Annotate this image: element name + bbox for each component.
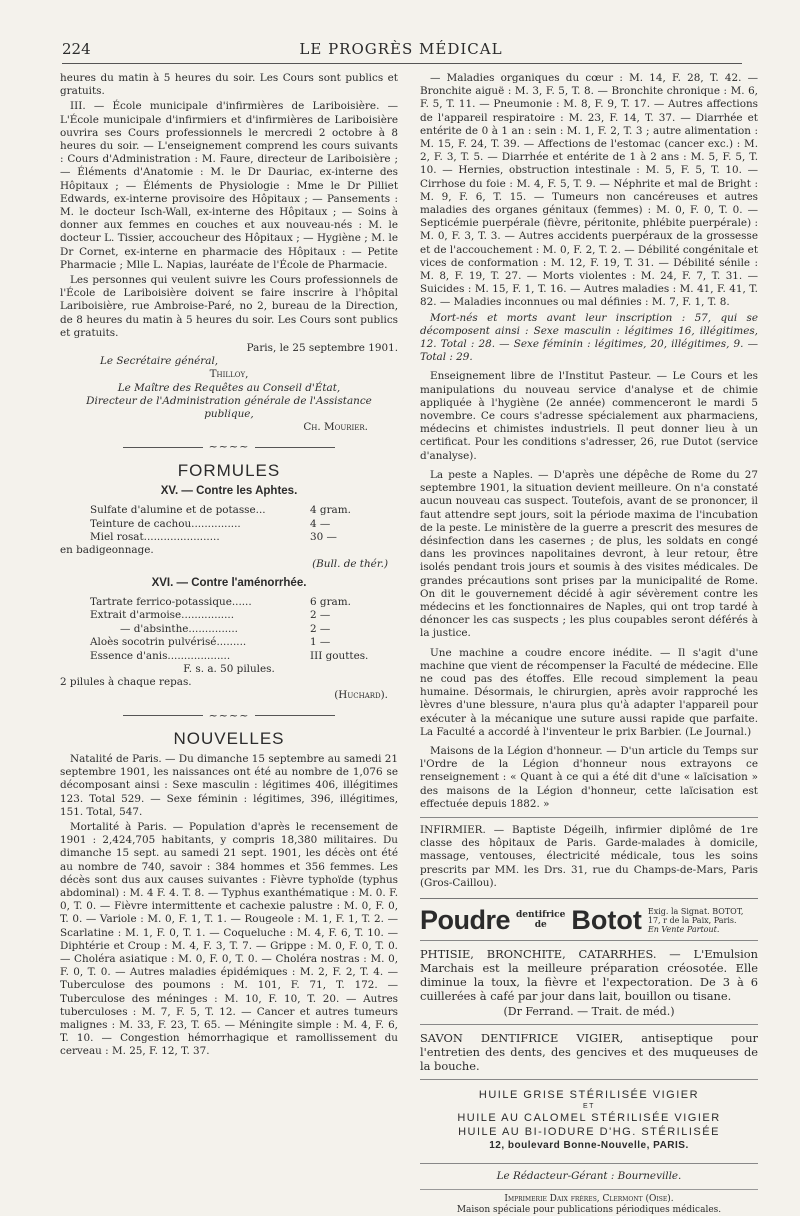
formula-note: en badigeonnage. <box>60 544 154 557</box>
formula-note: F. s. a. 50 pilules. <box>183 662 275 675</box>
ad-vigier <box>420 1079 758 1153</box>
formula-row: Teinture de cachou............... 4 — <box>90 517 331 530</box>
paragraph: heures du matin à 5 heures du soir. Les Cours sont publics et gratuits. <box>60 72 398 98</box>
ad-savon: SAVON DENTIFRICE VIGIER, antiseptique pour l'entretien des dents, des gencives et des muqueuses de la bouche. <box>420 1024 758 1073</box>
ad-phtisie: PHTISIE, BRONCHITE, CATARRHES. — L'Emulsion Marchais est la meilleure préparation créosotée. Elle diminue la toux, la fièvre et l'expectoration. De 3 à 6 cuillerées à café par jour dans lait, bouillon ou tisane. <box>420 940 758 1003</box>
page-number: 224 <box>62 40 91 58</box>
formula-row: Aloès socotrin pulvérisé......... 1 — <box>90 636 331 649</box>
formula-row: Sulfate d'alumine et de potasse... 4 gram. <box>90 504 351 517</box>
paragraph: Une machine a coudre encore inédite. — Il s'agit d'une machine que vient de récompenser la Faculté de médecine. Elle ne coud pas des étoffes. Elle recoud simplement la peau humaine. Désormais, le chirurgien, après avoir rapproché les lèvres d'une blessure, n'aura plus qu'à adapter l'appareil pour exécuter à la mécanique une suture aussi rapide que parfaite. La Faculté a accordé à l'inventeur le prix Barbier. (Le Journal.) <box>420 646 758 738</box>
formula-row: — d'absinthe............... 2 — <box>120 622 331 635</box>
formula-row: Tartrate ferrico-potassique...... 6 gram. <box>90 595 351 608</box>
right-column <box>420 72 758 1216</box>
signature-role: Le Secrétaire général, <box>100 355 219 368</box>
formula-list <box>60 504 398 544</box>
formula-title: XVI. — Contre l'aménorrhée. <box>151 576 307 589</box>
paragraph: — Maladies organiques du cœur : M. 14, F. 28, T. 42. — Bronchite aiguë : M. 3, F. 5, T. 8. — Bronchite chronique : M. 6, F. 5, T. 11. — Pneumonie : M. 8, F. 9, T. 17. — Autres affections de l'appareil respiratoire : M. 23, F. 14, T. 37. — Diarrhée et entérite de 0 à 1 an : sein : M. 1, F. 2, T. 3 ; autre alimentation : M. 15, F. 24, T. 39. — Affections de l'estomac (cancer exc.) : M. 2, F. 3, T. 5. — Diarrhée et entérite de 1 à 2 ans : M. 5, F. 5, T. 10. — Hernies, obstruction intestinale : M. 5, F. 5, T. 10. — Cirrhose du foie : M. 4, F. 5, T. 9. — Néphrite et mal de Bright : M. 9, F. 6, T. 15. — Tumeurs non cancéreuses et autres maladies des organes génitaux (femmes) : M. 0, F. 0, T. 0. — Septicémie puerpérale (fièvre, péritonite, phlébite puerpérale) : M. 0, F. 3, T. 3. — Autres accidents puerpéraux de la grossesse et de l'accouchement : M. 0, F. 2, T. 2. — Débilité congénitale et vices de conformation : M. 12, F. 19, T. 31. — Débilité sénile : M. 8, F. 19, T. 27. — Morts violentes : M. 24, F. 7, T. 31. — Suicides : M. 15, F. 1, T. 16. — Autres maladies : M. 41, F. 41, T. 82. — Maladies inconnues ou mal définies : M. 7, F. 1, T. 8. <box>420 72 758 309</box>
printer-line: Maison spéciale pour publications périodiques médicales. <box>456 1205 722 1216</box>
paragraph: Les personnes qui veulent suivre les Cours professionnels de l'École de Lariboisière doivent se faire inscrire à l'hôpital Lariboisière, rue Ambroise-Paré, no 2, bureau de la Direction, de 8 heures du matin à 5 heures du soir. Les Cours sont publics et gratuits. <box>60 274 398 339</box>
printer-line: Imprimerie Daix frères, Clermont (Oise). <box>420 1189 758 1205</box>
left-column <box>60 72 398 1061</box>
ad-dentifrice: dentifrice de <box>516 910 566 931</box>
ad-poudre-botot <box>420 898 758 934</box>
ad-vigier-line: HUILE GRISE STÉRILISÉE VIGIER <box>478 1089 700 1102</box>
signature-date: Paris, le 25 septembre 1901. <box>246 342 398 355</box>
paragraph: Enseignement libre de l'Institut Pasteur. — Le Cours et les manipulations du nouveau service d'analyse et de chimie appliquée à l'hygiène (2e année) commenceront le mardi 5 novembre. Ce cours s'adresse spécialement aux pharmaciens, médecins et chimistes industriels. Il peut donner lieu à un certificat. Pour les conditions s'adresser, 26, rue Dutot (service d'analyse). <box>420 370 758 462</box>
ad-poudre-word: Poudre <box>420 904 511 935</box>
formula-row: Essence d'anis................... III gouttes. <box>90 649 369 662</box>
section-divider: ~~~~ <box>60 709 398 722</box>
paragraph: Maisons de la Légion d'honneur. — D'un article du Temps sur l'Ordre de la Légion d'honneur nous extrayons ce renseignement : « Quant à ce qui a été dit d'une « laïcisation » des maisons de la Légion d'honneur, cette laïcisation est effectuée depuis 1882. » <box>420 744 758 810</box>
formula-row: Extrait d'armoise................ 2 — <box>90 609 331 622</box>
formula-row: Miel rosat....................... 30 — <box>90 530 337 543</box>
paragraph: Mort-nés et morts avant leur inscription : 57, qui se décomposent ainsi : Sexe masculin : légitimes 16, illégitimes, 12. Total : 28. — Sexe féminin : légitimes, 20, illégitimes, 9. — Total : 29. <box>420 311 758 364</box>
paragraph: III. — École municipale d'infirmières de Lariboisière. — L'École municipale d'infirmiers et d'infirmières de Lariboisière ouvrira ses Cours professionnels le mercredi 2 octobre à 8 heures du soir. — L'enseignement comprend les cours suivants : Cours d'Administration : M. Faure, directeur de Lariboisière ; — Éléments d'Anatomie : M. le Dr Dauriac, ex-interne des Hôpitaux ; — Éléments de Physiologie : Mme le Dr Pilliet Edwards, ex-interne provisoire des Hôpitaux ; — Pansements : M. le docteur Isch-Wall, ex-interne des Hôpitaux ; — Soins à donner aux femmes en couches et aux nouveau-nés : M. le docteur L. Tissier, accoucheur des Hôpitaux ; — Hygiène ; M. le Dr Cornet, ex-interne en pharmacie des Hôpitaux : — Petite Pharmacie ; Mlle L. Napias, lauréate de l'École de Pharmacie. <box>60 100 398 271</box>
ad-botot-word: Botot <box>571 904 642 935</box>
gerant-line: Le Rédacteur-Gérant : Bourneville. <box>420 1163 758 1183</box>
ad-infirmier: INFIRMIER. — Baptiste Dégeilh, infirmier diplômé de 1re classe des hôpitaux de Paris. Garde-malades à domicile, massage, ventouses, électricité médicale, tous les soins prescrits par MM. les Drs. 31, rue du Champs-de-Mars, Paris (Gros-Caillou). <box>420 817 758 890</box>
signature-name: Thilloy, <box>209 368 249 381</box>
signature-role: Le Maître des Requêtes au Conseil d'État, <box>117 381 341 394</box>
paragraph: Mortalité à Paris. — Population d'après le recensement de 1901 : 2,424,705 habitants, y compris 18,380 militaires. Du dimanche 15 sept. au samedi 21 sept. 1901, les décès ont été au nombre de 740, savoir : 384 hommes et 356 femmes. Les décès sont dus aux causes suivantes : Fièvre typhoïde (typhus abdominal) : M. 4 F. 4. T. 8. — Typhus exanthématique : M. 0. F. 0, T. 0. — Fièvre intermittente et cachexie palustre : M. 0, F. 0, T. 0. — Variole : M. 0, F. 1, T. 1. — Rougeole : M. 1, F. 1, T. 2. — Scarlatine : M. 1, F. 0, T. 1. — Coqueluche : M. 4, F. 6, T. 10. — Diphtérie et Croup : M. 4, F. 3, T. 7. — Grippe : M. 0, F. 0, T. 0. — Choléra asiatique : M. 0, F. 0, T. 0. — Choléra nostras : M. 0, F. 0, T. 0. — Autres maladies épidémiques : M. 2, F. 2, T. 4. — Tuberculose des poumons : M. 101, F. 71, T. 172. — Tuberculose des méninges : M. 10, F. 10, T. 20. — Autres tuberculoses : M. 7, F. 5, T. 12. — Cancer et autres tumeurs malignes : M. 33, F. 23, T. 65. — Méningite simple : M. 4, F. 6, T. 10. — Congestion hémorrhagique et ramollissement du cerveau : M. 25, F. 12, T. 37. <box>60 820 398 1058</box>
running-header <box>62 40 740 60</box>
ad-vigier-address: 12, boulevard Bonne-Nouvelle, PARIS. <box>489 1140 689 1152</box>
ad-botot-address: Exig. la Signat. BOTOT, 17, r de la Paix, Paris. En Vente Partout. <box>647 906 744 934</box>
section-title: FORMULES <box>177 460 281 480</box>
ad-vigier-line: HUILE AU BI-IODURE D'HG. STÉRILISÉE <box>458 1126 720 1139</box>
journal-title: LE PROGRÈS MÉDICAL <box>299 40 503 58</box>
signature-name: Ch. Mourier. <box>303 421 368 434</box>
paragraph: La peste a Naples. — D'après une dépêche de Rome du 27 septembre 1901, la situation devient meilleure. On n'a constaté aucun nouveau cas suspect. Toutefois, avant de se prononcer, il faut attendre sept jours, soit la période maxima de l'incubation de la peste. Le ministère de la guerre a prescrit des mesures de désinfection dans les casernes ; de plus, les soldats en congé dans les provinces napolitaines devront, à leur retour, être isolés pendant trois jours et soumis à des visites médicales. De grandes précautions sont prises par la municipalité de Rome. On dit le gouvernement décidé à agir sévèrement contre les médecins et les fonctionnaires de Naples, qui ont trop tardé à dénoncer les cas suspects ; les plus coupables seront déférés à la justice. <box>420 468 758 640</box>
formula-title: XV. — Contre les Aphtes. <box>160 484 298 497</box>
ad-vigier-line: ET <box>583 1103 595 1111</box>
formula-source: (Bull. de thér.) <box>312 557 388 570</box>
section-title: NOUVELLES <box>173 728 285 748</box>
section-divider: ~~~~ <box>60 440 398 453</box>
header-rule <box>62 63 742 64</box>
formula-note: 2 pilules à chaque repas. <box>60 676 192 689</box>
ad-vigier-line: HUILE AU CALOMEL STÉRILISÉE VIGIER <box>457 1112 721 1125</box>
signature-role: Directeur de l'Administration générale de l'Assistance publique, <box>86 394 372 421</box>
paragraph: Natalité de Paris. — Du dimanche 15 septembre au samedi 21 septembre 1901, les naissances ont été au nombre de 1,076 se décomposant ainsi : Sexe masculin : légitimes 406, illégitimes 123. Total 529. — Sexe féminin : légitimes, 396, illégitimes, 151. Total, 547. <box>60 752 398 818</box>
formula-list <box>60 596 398 663</box>
formula-source: (Huchard). <box>334 689 388 702</box>
ad-phtisie-source: (Dr Ferrand. — Trait. de méd.) <box>503 1004 675 1018</box>
